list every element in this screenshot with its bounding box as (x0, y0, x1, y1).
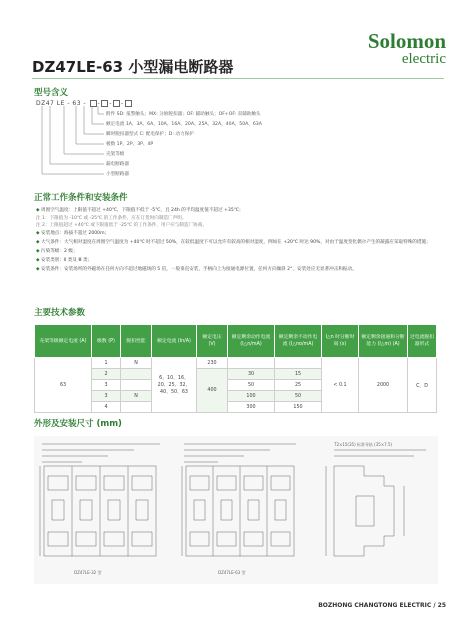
cell-poles: 4 (92, 402, 121, 413)
section-tech-heading: 主要技术参数 (34, 308, 86, 318)
cell-res-nonop: 25 (275, 380, 322, 391)
condition-item: ◆ 大气条件：大气相对湿度在周围空气温度为 +40℃ 时不超过 50%，在较低温度下可以允许有较高的相对湿度，例如在 +20℃ 时达 90%，对由于温度变化偶尔产生的凝露应采取特殊的措施； (36, 240, 431, 245)
drawing-caption-2: DZ47LE-63 型 (218, 570, 246, 575)
page-title: DZ47LE-63 小型漏电断路器 (32, 58, 234, 76)
cell-poles: 1 (92, 358, 121, 369)
cell-currents: 6、10、16、20、25、32、40、50、63 (152, 358, 197, 413)
tree-item-frame: 壳架等级 (106, 152, 125, 157)
cell-res-op: 50 (228, 380, 275, 391)
tree-item-rcbo: 漏电断路器 (106, 162, 129, 167)
dimension-drawing (34, 436, 438, 584)
condition-note: 注 2：上限值超过 +40℃ 或下限值低于 -25℃ 的工作条件，用户应与制造厂协商。 (36, 223, 207, 228)
brand-name: Solomon (367, 29, 446, 53)
tree-item-accessory: 附件 SD: 报警触头；MX: 分励脱扣器；OF: 辅助触头；OF+OF: 双辅助触头 (106, 112, 261, 117)
cell-res-op: 100 (228, 391, 275, 402)
cell-trip (121, 402, 152, 413)
model-code: DZ47 LE - 63 - - - - (36, 100, 133, 107)
cell-trip: N (121, 391, 152, 402)
cell-poles: 2 (92, 369, 121, 380)
cell-res-nonop: 50 (275, 391, 322, 402)
col-header: 额定电流 (In/A) (152, 325, 197, 358)
tree-item-trip: 瞬时脱扣器型式 C: 配电保护；D: 动力保护 (106, 132, 194, 137)
cell-trip (121, 369, 152, 380)
cell-res-op: 30 (228, 369, 275, 380)
col-header: I△n 时分断时间 (s) (322, 325, 359, 358)
table-row (35, 358, 437, 369)
model-code-prefix: DZ47 LE - 63 - (36, 100, 87, 107)
tree-lines (36, 106, 436, 180)
col-header: 额定剩余动作电流 (I△n/mA) (228, 325, 275, 358)
condition-item: ◆ 污染等级：2 级； (36, 249, 78, 254)
cell-capacity: 2000 (359, 358, 408, 413)
condition-item: ◆ 安装条件：安装场所的外磁场在任何方向不超过地磁场的 5 倍，一般垂直安装，手柄向上为接通电源位置，任何方向倾斜 2°，安装处应无显著冲击和振动。 (36, 267, 357, 272)
table-header-row (35, 325, 437, 358)
cell-break-time: < 0.1 (322, 358, 359, 413)
cell-res-nonop: 15 (275, 369, 322, 380)
col-header: 过电流脱扣器形式 (408, 325, 437, 358)
col-header: 级数 (P) (92, 325, 121, 358)
cell-poles: 3 (92, 391, 121, 402)
cell-res-nonop (275, 358, 322, 369)
col-header: 额定电压 (V) (197, 325, 228, 358)
section-conditions-heading: 正常工作条件和安装条件 (34, 193, 128, 203)
spec-table (34, 324, 437, 413)
brand-logo (368, 30, 446, 67)
conditions-list (36, 206, 436, 274)
cell-frame: 63 (35, 358, 92, 413)
tree-item-mcb: 小型断路器 (106, 172, 129, 177)
condition-item: ◆ 安装类别：Ⅱ 类及 Ⅲ 类； (36, 258, 93, 263)
condition-item: ◆ 安装地点：海拔不超过 2000m； (36, 231, 110, 236)
cell-res-op: 300 (228, 402, 275, 413)
col-header: 额定剩余不动作电流 (I△no/mA) (275, 325, 322, 358)
col-header: 脱扣性能 (121, 325, 152, 358)
section-dims-heading: 外形及安装尺寸 (mm) (34, 419, 122, 429)
rail-label: T2×15(35) 标准导轨 (35×7.5) (334, 442, 393, 447)
cell-curve: C、D (408, 358, 437, 413)
condition-item: ◆ 周围空气温度：上限值不超过 +40℃，下限值不低于 -5℃，且 24h 的平均温度值不超过 +35℃； (36, 208, 244, 213)
cell-voltage: 230 (197, 358, 228, 369)
cell-res-op (228, 358, 275, 369)
model-tree (36, 106, 436, 180)
brand-sub: electric (401, 51, 446, 67)
col-header: 壳架等级额定电流 (A) (35, 325, 92, 358)
title-rule (32, 78, 444, 79)
cell-poles: 3 (92, 380, 121, 391)
section-model-heading: 型号含义 (34, 88, 69, 98)
tree-item-poles: 极数 1P、2P、3P、4P (106, 142, 154, 147)
page-footer: BOZHONG CHANGTONG ELECTRIC / 25 (318, 602, 446, 609)
cell-res-nonop: 150 (275, 402, 322, 413)
cell-voltage: 400 (197, 369, 228, 413)
cell-trip (121, 380, 152, 391)
condition-note: 注 1：下限值为 -10℃ 或 -25℃ 的工作条件，应在订货时向制造厂声明。 (36, 216, 187, 221)
col-header: 额定剩余接通和分断能力 (I△m) (A) (359, 325, 408, 358)
cell-trip: N (121, 358, 152, 369)
drawing-caption-1: DZ47LE-32 型 (74, 570, 102, 575)
tree-item-current: 额定电流 1A、3A、6A、10A、16A、20A、25A、32A、40A、50A、63A (106, 122, 262, 127)
dimension-drawing-svg (34, 436, 438, 584)
